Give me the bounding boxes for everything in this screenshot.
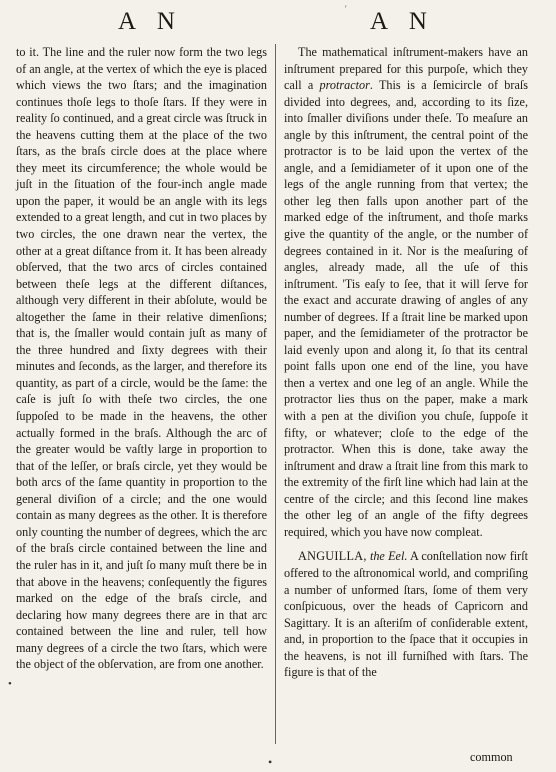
footer-mark: •	[268, 755, 273, 769]
anguilla-entry	[284, 548, 528, 680]
entry-body: A conſtellation now firſt offered to the aſtronomical world, and compriſing a number of unformed ſtars, ſome of them very conſpicuous, over the heads of Capricorn and Sagittary. It is an aſteriſm of conſiderable extent, and, in proportion to the ſpace that it occupies in the heavens, is not ill furniſhed with ſtars. The figure is that of the	[284, 549, 528, 680]
margin-mark: •	[8, 678, 12, 690]
entry-headword: ANGUILLA,	[298, 549, 367, 564]
header-mark: '	[345, 4, 347, 14]
entry-gloss: the Eel.	[369, 549, 408, 564]
header-left: A N	[118, 8, 183, 35]
left-column-text: to it. The line and the ruler now form the two legs of an angle, at the vertex of which the eye is placed which views the two ſtars; and the imagination continues thoſe legs to thoſe ſtars. If they were in reality ſo continued, and a great circle was ſtruck in the heavens cutting them at the place of the two ſtars, as the braſs circle does at the place where they meet its circumference; the whole would be juſt in the ſituation of the four-inch angle made upon the paper, it would be an angle with its legs extended to a great length, and cut in two places by two circles, the one drawn near the vertex, the other at a great diſtance from it. It has been already obſerved, that the two arcs of circles contained between theſe legs at the different diſtances, although very different in their abſolute, would be altogether the ſame in their relative dimenſions; that is, the ſmaller would contain juſt as many of the three hundred and ſixty degrees with their minutes and ſeconds, as the larger, and therefore its quantity, as part of a circle, would be the ſame: the caſe is juſt ſo with theſe two circles, the one ſuppoſed to be made in the heavens, the other actually formed in the braſs. Although the arc of the greater would be vaſtly large in proportion to that of the leſſer, or braſs circle, yet they would be both arcs of the ſame quantity in proportion to the general diviſion of a circle; and the one would contain as many degrees as the other. It is therefore only counting the number of degrees, which the arc of the braſs circle contained between the line and the ruler has in it, and juſt ſo many muſt there be in that above in the heavens; conſequently the figures marked on the edge of the braſs circle, and declaring how many degrees there are in that arc contained between the line and ruler, tell how many degrees of a circle the two ſtars, which were the object of the obſervation, are from one another.	[16, 45, 267, 672]
protractor-paragraph: The mathematical inſtrument-makers have an inſtrument prepared for this purpoſe, which they call a protractor. This is a ſemicircle of braſs divided into degrees, and, according to its ſize, into ſmaller diviſions under theſe. To meaſure an angle by this inſtrument, the central point of the protractor is to be laid upon the vertex of the angle, and a ſemidiameter of it upon one of the legs of the angle running from that vertex; the other leg then falls upon another part of the marked edge of the inſtrument, and thoſe marks give the quantity of the angle, or the number of degrees contained in it. Nor is the meaſuring of angles, already made, all the uſe of this inſtrument. 'Tis eaſy to ſee, that it will ſerve for the exact and accurate drawing of angles of any number of degrees. If a ſtrait line be marked upon paper, and the ſemidiameter of the protractor be laid evenly upon and along it, ſo that its central point falls upon one end of the line, you have then a vertex and one leg of an angle. While the protractor lies thus on the paper, make a mark with a pen at the diviſion you chuſe, ſuppoſe it fifty, or whatever; cloſe to the edge of the protractor. When this is done, take away the inſtrument and draw a ſtrait line from this mark to the extremity of the firſt line which had lain at the centre of the circle; and this ſecond line makes the other leg of an angle of the fifty degrees required, which you have now compleat.	[284, 45, 528, 539]
header-right: A N	[370, 8, 435, 35]
running-header	[0, 4, 556, 36]
right-column	[284, 44, 528, 681]
catchword: common	[470, 750, 513, 764]
protractor-term: protractor	[319, 78, 370, 93]
column-divider	[275, 44, 276, 744]
left-column	[16, 44, 267, 673]
